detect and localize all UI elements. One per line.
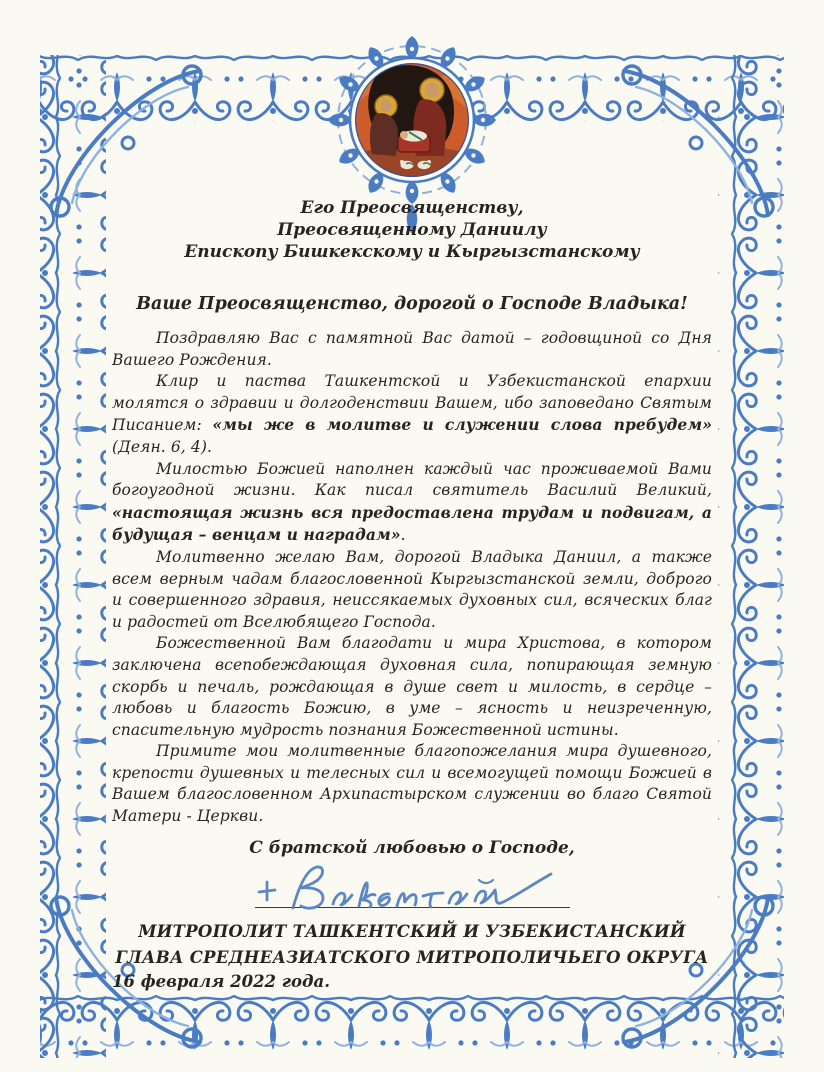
paragraph: Божественной Вам благодати и мира Христова, в котором заключена всепобеждающая духовная сила, попирающая земную скорбь и печаль, рождающая в душе свет и милость, в сердце – любовь и благость Божию, в уме – ясность и неизреченную, спасительную мудрость познания Божественной истины. — [112, 634, 712, 739]
salutation: Ваше Преосвященство, дорогой о Господе Владыка! — [136, 294, 688, 314]
addressee-block — [112, 0, 712, 263]
paragraph: Примите мои молитвенные благопожелания мира душевного, крепости душевных и телесных сил и всемогущей помощи Божией в Вашем благословенном Архипастырском служении во благо Святой Матери - Церкви. — [112, 742, 712, 826]
signer-title-1: МИТРОПОЛИТ ТАШКЕНТСКИЙ И УЗБЕКИСТАНСКИЙ — [138, 921, 686, 941]
date-line: 16 февраля 2022 года. — [112, 971, 330, 991]
addressee-line-1: Его Преосвященству, — [300, 198, 524, 218]
addressee-line-2: Преосвященному Даниилу — [277, 220, 547, 240]
letter-content — [112, 0, 712, 991]
signer-titles — [112, 919, 712, 971]
signer-title-2: ГЛАВА СРЕДНЕАЗИАТСКОГО МИТРОПОЛИЧЬЕГО ОКРУГА — [115, 947, 709, 967]
addressee-line-3: Епископу Бишкекскому и Кыргызстанскому — [184, 242, 640, 262]
letter-body — [112, 328, 712, 828]
paragraph: Поздравляю Вас с памятной Вас датой – годовщиной со Дня Вашего Рождения. — [112, 329, 712, 369]
signature-block — [112, 860, 712, 912]
paragraph: Клир и паства Ташкентской и Узбекистанской епархии молятся о здравии и долгоденствии Вашем, ибо заповедано Святым Писанием: «мы же в молитве и служении слова пребудем» (Деян. 6, 4). — [112, 372, 712, 456]
closing-line: С братской любовью о Господе, — [249, 837, 575, 858]
paragraph: Молитвенно желаю Вам, дорогой Владыка Даниил, а также всем верным чадам благословенной Кыргызстанской земли, доброго и совершенного здравия, неиссякаемых духовных сил, всяческих благ и радостей от Вселюбящего Господа. — [112, 547, 712, 631]
paragraph: Милостью Божией наполнен каждый час проживаемой Вами богоугодной жизни. Как писал святитель Василий Великий, «настоящая жизнь вся предоставлена трудам и подвигам, а будущая – венцам и наградам». — [112, 459, 712, 545]
